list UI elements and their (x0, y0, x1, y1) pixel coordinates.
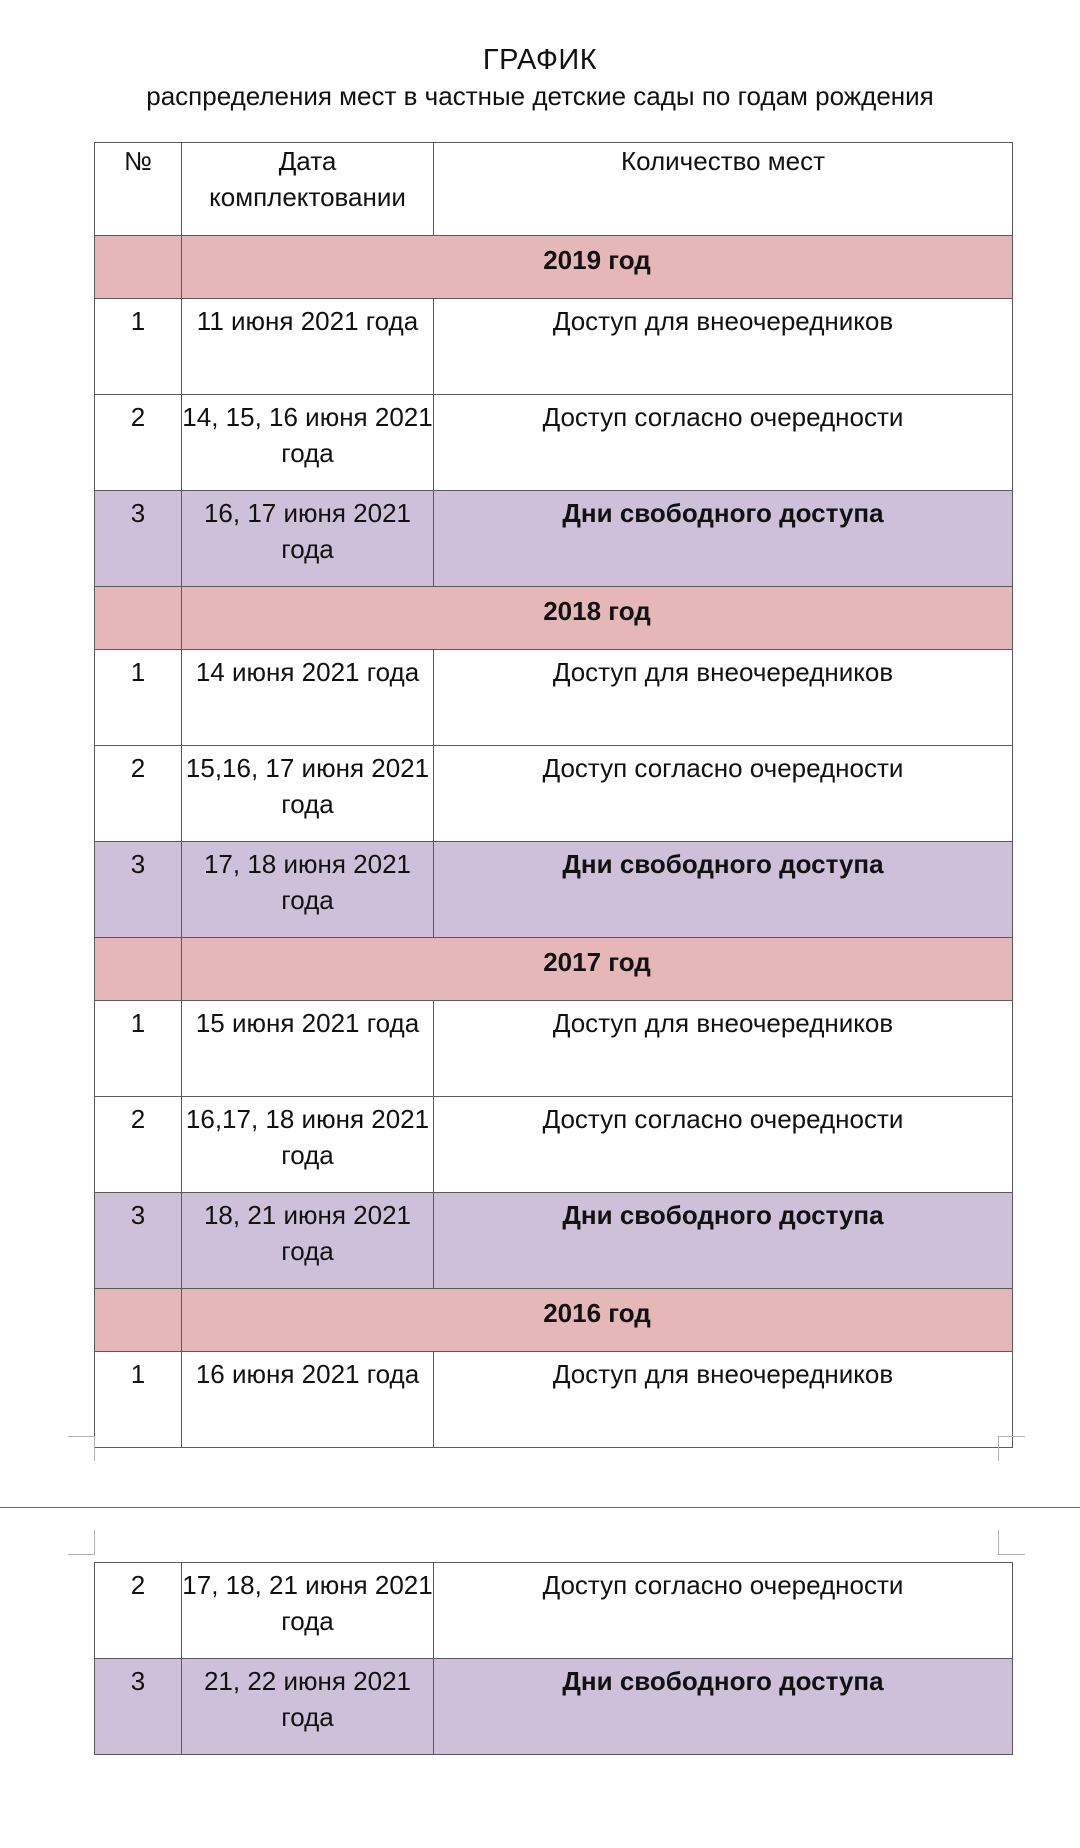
year-row (95, 1289, 1013, 1352)
row-date: 16 июня 2021 года (182, 1352, 434, 1448)
row-number: 1 (95, 299, 182, 395)
table-row (95, 1001, 1013, 1097)
row-access: Доступ для внеочередников (434, 1001, 1013, 1097)
row-number: 3 (95, 842, 182, 938)
row-access: Доступ согласно очередности (434, 746, 1013, 842)
page-break-divider (0, 1507, 1080, 1508)
year-row-blank (95, 1289, 182, 1352)
year-row (95, 587, 1013, 650)
row-access: Доступ для внеочередников (434, 299, 1013, 395)
year-row-blank (95, 587, 182, 650)
table-row (95, 650, 1013, 746)
header-places: Количество мест (434, 143, 1013, 236)
document-subtitle: распределения мест в частные детские сады по годам рождения (146, 81, 934, 111)
table-row (95, 1352, 1013, 1448)
page-corner-mark (998, 1530, 1025, 1555)
row-date: 18, 21 июня 2021 года (182, 1193, 434, 1289)
year-label: 2018 год (182, 587, 1013, 650)
table-row (95, 299, 1013, 395)
row-access: Доступ согласно очередности (434, 1097, 1013, 1193)
table-row-free-access (95, 491, 1013, 587)
table-row-free-access (95, 1193, 1013, 1289)
table-header-row (95, 143, 1013, 236)
year-row-blank (95, 938, 182, 1001)
row-access: Доступ согласно очередности (434, 395, 1013, 491)
page-corner-mark (68, 1436, 95, 1461)
table-row (95, 1097, 1013, 1193)
row-access: Дни свободного доступа (434, 1659, 1013, 1755)
row-access: Дни свободного доступа (434, 1193, 1013, 1289)
row-number: 2 (95, 1563, 182, 1659)
row-access: Доступ согласно очередности (434, 1563, 1013, 1659)
table-row (95, 746, 1013, 842)
row-number: 3 (95, 1193, 182, 1289)
row-date: 14 июня 2021 года (182, 650, 434, 746)
row-access: Доступ для внеочередников (434, 1352, 1013, 1448)
row-number: 2 (95, 746, 182, 842)
table-row (95, 395, 1013, 491)
row-date: 21, 22 июня 2021 года (182, 1659, 434, 1755)
page-corner-mark (998, 1436, 1025, 1461)
header-number: № (95, 143, 182, 236)
row-date: 15 июня 2021 года (182, 1001, 434, 1097)
row-date: 16, 17 июня 2021 года (182, 491, 434, 587)
table-row-free-access (95, 1659, 1013, 1755)
year-row (95, 236, 1013, 299)
row-date: 14, 15, 16 июня 2021 года (182, 395, 434, 491)
document-title: ГРАФИК (482, 44, 598, 76)
row-number: 2 (95, 395, 182, 491)
year-label: 2019 год (182, 236, 1013, 299)
row-number: 2 (95, 1097, 182, 1193)
row-date: 15,16, 17 июня 2021 года (182, 746, 434, 842)
year-row-blank (95, 236, 182, 299)
year-row (95, 938, 1013, 1001)
row-access: Дни свободного доступа (434, 842, 1013, 938)
row-number: 3 (95, 1659, 182, 1755)
row-date: 11 июня 2021 года (182, 299, 434, 395)
year-label: 2016 год (182, 1289, 1013, 1352)
year-label: 2017 год (182, 938, 1013, 1001)
row-access: Дни свободного доступа (434, 491, 1013, 587)
row-number: 1 (95, 650, 182, 746)
header-date: Дата комплектовании (182, 143, 434, 236)
row-number: 1 (95, 1352, 182, 1448)
row-date: 16,17, 18 июня 2021 года (182, 1097, 434, 1193)
table-row (95, 1563, 1013, 1659)
row-date: 17, 18 июня 2021 года (182, 842, 434, 938)
row-date: 17, 18, 21 июня 2021 года (182, 1563, 434, 1659)
schedule-table (94, 142, 1013, 1448)
page-corner-mark (68, 1530, 95, 1555)
table-row-free-access (95, 842, 1013, 938)
schedule-table-continued (94, 1562, 1013, 1755)
row-access: Доступ для внеочередников (434, 650, 1013, 746)
row-number: 1 (95, 1001, 182, 1097)
row-number: 3 (95, 491, 182, 587)
